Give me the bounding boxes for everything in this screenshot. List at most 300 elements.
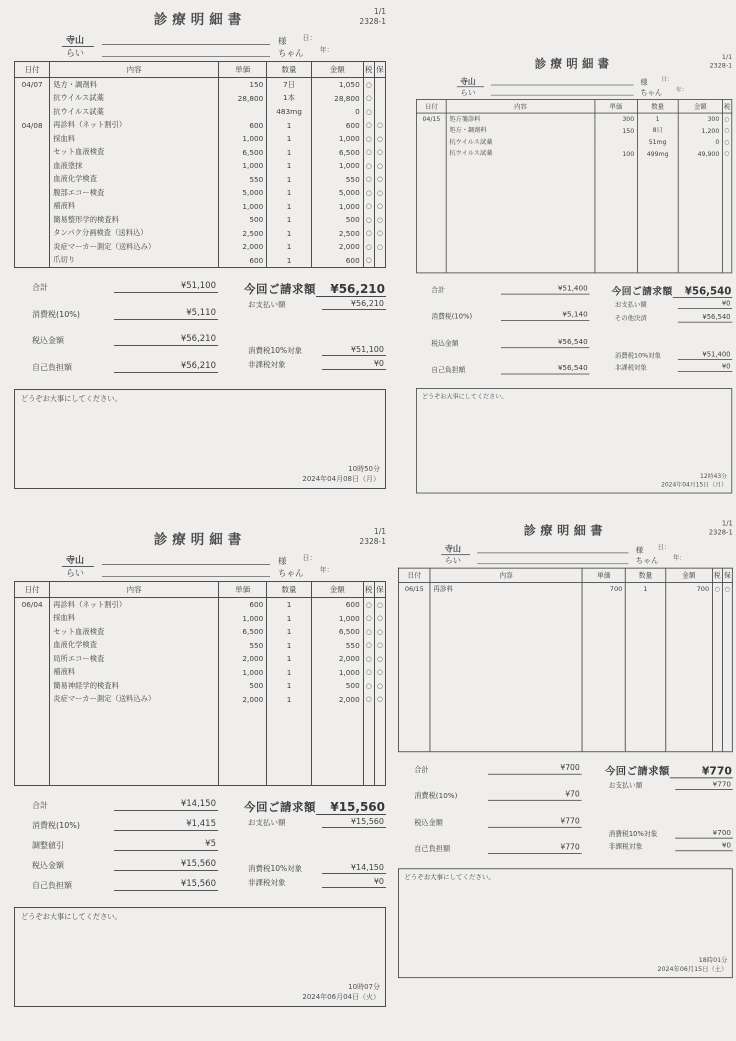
page-number: 1/1 [373, 7, 386, 16]
column-header: 日付 [416, 99, 446, 113]
item-desc: 処方箋診料 [446, 113, 594, 125]
item-row [416, 113, 731, 125]
receipt-document [14, 8, 386, 489]
total-label: 合計 [32, 801, 48, 810]
item-tax-mark: ○ [712, 583, 722, 596]
amount-line [431, 338, 589, 348]
amount-line [244, 359, 386, 370]
item-amount: 500 [311, 213, 363, 227]
amount-line [605, 841, 733, 851]
item-amount: 600 [311, 254, 363, 268]
item-amount: 49,900 [678, 148, 722, 159]
patient-first-name: らい [66, 569, 85, 579]
column-header: 単価 [582, 568, 625, 582]
print-time: 18時01分 [698, 956, 728, 965]
header-row [15, 582, 386, 598]
item-amount: 6,500 [311, 146, 363, 160]
item-ins-mark [374, 92, 385, 106]
item-date [15, 92, 50, 106]
total-label: 消費税(10%) [32, 309, 81, 319]
column-header: 内容 [430, 568, 582, 582]
totals-right [605, 764, 733, 854]
item-date [15, 105, 50, 119]
doc-header [14, 528, 386, 548]
claim-line [605, 764, 733, 778]
patient-last-name: 寺山 [457, 75, 484, 87]
message-box [416, 388, 732, 493]
item-tax-mark: ○ [722, 148, 731, 159]
totals-left [32, 281, 218, 373]
doc-title: 診療明細書 [153, 12, 247, 28]
rows [15, 598, 386, 786]
item-ins-mark: ○ [374, 200, 385, 214]
header-row [398, 568, 732, 582]
item-ins-mark [374, 105, 385, 119]
item-row [416, 125, 731, 136]
page-info [359, 7, 386, 27]
item-qty: 1 [267, 598, 312, 612]
item-row [15, 92, 386, 106]
claim-sub-lines [612, 300, 733, 327]
item-qty: 1 [637, 113, 678, 125]
item-date [416, 125, 446, 136]
patient-row-2 [457, 86, 732, 97]
doc-number: 2328-1 [359, 16, 386, 26]
total-value: ¥15,560 [114, 859, 218, 871]
payment-value: ¥0 [678, 300, 732, 309]
receipt-2 [416, 54, 736, 571]
item-qty: 1 [267, 200, 312, 214]
item-tax-mark: ○ [363, 132, 374, 146]
item-qty: 1 [267, 146, 312, 160]
print-stamp [661, 473, 727, 490]
honorific-chan: ちゃん [278, 569, 304, 579]
item-desc: 抗ウイルス試薬 [446, 148, 594, 159]
empty-rows-area [416, 159, 731, 272]
item-unit-price: 2,000 [219, 240, 267, 254]
item-tax-mark: ○ [363, 213, 374, 227]
amount-line [605, 780, 733, 790]
blank-underline [491, 88, 634, 96]
amount-line [32, 819, 218, 831]
amount-line [32, 799, 218, 811]
item-qty: 1 [267, 132, 312, 146]
doc-header [416, 54, 732, 71]
claim-amount: ¥56,210 [316, 282, 386, 297]
payment-label: お支払い額 [248, 818, 286, 827]
payment-label: お支払い額 [248, 300, 286, 309]
column-header: 内容 [50, 62, 219, 78]
field-label-year: 年： [675, 86, 688, 94]
item-unit-price: 300 [595, 113, 638, 125]
print-stamp [302, 983, 380, 1003]
item-unit-price: 1,000 [219, 612, 267, 626]
total-label: 調整値引 [32, 841, 64, 850]
amount-line [605, 829, 733, 839]
item-qty: 8日 [637, 125, 678, 136]
patient-block [62, 33, 386, 59]
item-qty: 1 [267, 240, 312, 254]
total-label: 税込金額 [32, 336, 64, 346]
message-text: どうぞお大事にしてください。 [21, 394, 122, 403]
claim-amount: ¥15,560 [316, 800, 386, 815]
item-row [15, 639, 386, 653]
total-label: 合計 [32, 283, 48, 292]
item-amount: 1,000 [311, 612, 363, 626]
item-date [15, 240, 50, 254]
item-date [15, 679, 50, 693]
item-row [15, 227, 386, 241]
totals-section [416, 284, 732, 374]
item-desc: 抗ウイルス試薬 [50, 105, 219, 119]
page-info [710, 53, 733, 70]
item-tax-mark: ○ [363, 679, 374, 693]
item-tax-mark: ○ [363, 146, 374, 160]
item-unit-price: 150 [595, 125, 638, 136]
tax-target-label: 消費税10%対象 [608, 829, 658, 838]
tax-target-label: 非課税対象 [248, 878, 286, 887]
tax-target-label: 非課税対象 [248, 360, 286, 369]
item-qty: 1 [267, 173, 312, 187]
item-unit-price [595, 136, 638, 147]
item-date [15, 186, 50, 200]
tax-lines [244, 345, 386, 373]
tax-target-label: 非課税対象 [614, 363, 647, 372]
total-label: 合計 [414, 765, 429, 774]
item-amount: 2,000 [311, 693, 363, 707]
total-value: ¥56,540 [501, 364, 589, 374]
blank-underline [477, 556, 628, 564]
total-value: ¥5 [114, 839, 218, 851]
item-amount: 1,000 [311, 132, 363, 146]
tax-target-label: 非課税対象 [608, 842, 643, 851]
payment-label: その他決済 [614, 314, 647, 322]
tax-lines [244, 863, 386, 891]
item-row [15, 105, 386, 119]
doc-title: 診療明細書 [534, 57, 614, 71]
item-date [15, 254, 50, 268]
patient-row-2 [62, 46, 386, 59]
item-ins-mark: ○ [374, 240, 385, 254]
honorific-sama: 様 [635, 546, 644, 556]
item-unit-price: 600 [219, 119, 267, 133]
item-ins-mark: ○ [374, 639, 385, 653]
item-unit-price: 1,000 [219, 159, 267, 173]
item-unit-price: 2,000 [219, 693, 267, 707]
tax-target-value: ¥0 [675, 841, 733, 851]
item-unit-price: 28,800 [219, 92, 267, 106]
column-header: 日付 [15, 62, 50, 78]
item-date: 04/08 [15, 119, 50, 133]
doc-number: 2328-1 [708, 527, 733, 536]
amount-line [612, 351, 733, 360]
honorific-sama: 様 [278, 557, 287, 567]
claim-amount: ¥56,540 [673, 285, 733, 298]
item-amount: 6,500 [311, 625, 363, 639]
amount-line [612, 313, 733, 322]
column-header: 金額 [678, 99, 722, 113]
amount-line [244, 817, 386, 828]
total-value: ¥70 [488, 790, 582, 801]
total-label: 税込金額 [414, 818, 443, 827]
item-tax-mark: ○ [722, 136, 731, 147]
items-table [14, 581, 386, 786]
amount-line [612, 300, 733, 309]
amount-line [414, 843, 581, 854]
item-desc: 採血料 [50, 132, 219, 146]
item-row [15, 666, 386, 680]
item-qty: 1 [267, 679, 312, 693]
item-ins-mark: ○ [374, 693, 385, 707]
page-number: 1/1 [721, 519, 733, 528]
item-tax-mark: ○ [722, 113, 731, 125]
item-tax-mark: ○ [363, 119, 374, 133]
claim-sub-lines [244, 299, 386, 315]
item-tax-mark: ○ [363, 598, 374, 612]
item-desc: 血液塗抹 [50, 159, 219, 173]
doc-number: 2328-1 [359, 536, 386, 546]
item-row [15, 186, 386, 200]
item-row [416, 148, 731, 159]
doc-header [398, 520, 733, 538]
page-number: 1/1 [373, 527, 386, 536]
item-tax-mark: ○ [363, 652, 374, 666]
item-qty: 1 [267, 639, 312, 653]
item-tax-mark: ○ [363, 159, 374, 173]
item-ins-mark: ○ [374, 679, 385, 693]
item-date: 06/04 [15, 598, 50, 612]
total-value: ¥56,210 [114, 334, 218, 346]
column-header: 単価 [219, 62, 267, 78]
item-desc: 簡易整形学的検査料 [50, 213, 219, 227]
empty-rows-area [15, 267, 386, 268]
item-tax-mark: ○ [363, 666, 374, 680]
claim-label: 今回ご請求額 [605, 764, 670, 778]
amount-line [244, 299, 386, 310]
item-qty: 1 [267, 254, 312, 268]
item-desc: 簡易神経学的検査料 [50, 679, 219, 693]
patient-row-2 [62, 566, 386, 579]
claim-label: 今回ご請求額 [244, 282, 316, 296]
items-table [398, 568, 733, 753]
item-ins-mark [374, 78, 385, 92]
column-header: 税 [712, 568, 722, 582]
item-date [15, 639, 50, 653]
item-amount: 2,000 [311, 240, 363, 254]
amount-line [244, 863, 386, 874]
doc-title: 診療明細書 [523, 523, 608, 538]
item-tax-mark: ○ [363, 625, 374, 639]
item-desc: 再診料（ネット割引） [50, 598, 219, 612]
amount-line [32, 281, 218, 293]
totals-left [32, 799, 218, 891]
tax-lines [612, 351, 733, 375]
patient-last-name: 寺山 [62, 33, 94, 47]
item-unit-price: 500 [219, 679, 267, 693]
claim-sub-lines [244, 817, 386, 833]
total-label: 自己負担額 [414, 844, 451, 853]
item-row [15, 173, 386, 187]
item-desc: 血液化学検査 [50, 173, 219, 187]
item-qty: 1 [267, 666, 312, 680]
field-label-year: 年： [672, 554, 686, 562]
item-unit-price: 6,500 [219, 146, 267, 160]
item-desc: 処方・調剤料 [446, 125, 594, 136]
item-tax-mark: ○ [363, 186, 374, 200]
empty-rows-area [398, 595, 732, 752]
column-header: 日付 [398, 568, 430, 582]
totals-section [398, 764, 733, 854]
item-unit-price [219, 105, 267, 119]
item-desc: 処方・調剤料 [50, 78, 219, 92]
blank-underline [102, 48, 270, 57]
amount-line [431, 284, 589, 294]
amount-line [431, 311, 589, 321]
item-qty: 7日 [267, 78, 312, 92]
field-label-day: 日： [302, 34, 317, 42]
item-row [15, 119, 386, 133]
patient-block [457, 75, 732, 97]
amount-line [32, 879, 218, 891]
totals-section [14, 281, 386, 373]
item-date: 06/15 [398, 583, 430, 596]
column-header: 数量 [267, 582, 312, 598]
amount-line [244, 345, 386, 356]
column-header: 日付 [15, 582, 50, 598]
item-unit-price: 550 [219, 173, 267, 187]
total-value: ¥56,210 [114, 361, 218, 373]
amount-line [431, 364, 589, 374]
total-value: ¥56,540 [501, 338, 589, 348]
column-header: 保 [374, 582, 385, 598]
item-unit-price: 1,000 [219, 132, 267, 146]
item-unit-price: 600 [219, 254, 267, 268]
item-tax-mark: ○ [363, 227, 374, 241]
payment-value: ¥770 [675, 780, 733, 790]
total-value: ¥5,110 [114, 308, 218, 320]
item-ins-mark: ○ [374, 625, 385, 639]
empty-rows-area [15, 706, 386, 786]
honorific-sama: 様 [640, 78, 648, 88]
patient-row-2 [441, 554, 733, 566]
item-tax-mark: ○ [363, 639, 374, 653]
column-header: 税 [363, 62, 374, 78]
item-ins-mark: ○ [374, 173, 385, 187]
amount-line [414, 790, 581, 801]
item-tax-mark: ○ [722, 125, 731, 136]
print-date: 2024年06月15日（土） [657, 965, 728, 973]
amount-line [32, 859, 218, 871]
total-value: ¥770 [488, 843, 582, 854]
item-ins-mark: ○ [374, 146, 385, 160]
message-text: どうぞお大事にしてください。 [421, 392, 508, 400]
item-date [15, 625, 50, 639]
total-value: ¥51,400 [501, 284, 589, 294]
message-box [14, 389, 386, 489]
tax-target-value: ¥0 [678, 363, 732, 372]
claim-label: 今回ご請求額 [611, 285, 673, 298]
item-row [15, 78, 386, 92]
claim-line [244, 281, 386, 297]
item-date [15, 693, 50, 707]
item-qty: 1 [267, 227, 312, 241]
blank-underline [491, 78, 634, 86]
item-row [416, 136, 731, 147]
amount-line [244, 877, 386, 888]
item-tax-mark: ○ [363, 240, 374, 254]
column-header: 保 [374, 62, 385, 78]
total-label: 自己負担額 [32, 881, 72, 890]
item-tax-mark: ○ [363, 693, 374, 707]
amount-line [32, 361, 218, 373]
item-date [15, 666, 50, 680]
field-label-year: 年： [319, 46, 334, 54]
item-unit-price: 600 [219, 598, 267, 612]
item-amount: 500 [311, 679, 363, 693]
receipt-1 [14, 8, 386, 489]
patient-last-name: 寺山 [62, 553, 94, 567]
doc-header [14, 8, 386, 28]
claim-line [612, 284, 733, 298]
field-label-day: 日： [657, 543, 671, 551]
payment-label: お支払い額 [614, 300, 647, 309]
total-label: 消費税(10%) [414, 792, 458, 801]
total-value: ¥1,415 [114, 819, 218, 831]
item-row [15, 200, 386, 214]
message-text: どうぞお大事にしてください。 [404, 872, 495, 881]
total-label: 消費税(10%) [431, 312, 473, 321]
tax-lines [605, 829, 733, 854]
item-desc: 血液化学検査 [50, 639, 219, 653]
item-ins-mark: ○ [374, 227, 385, 241]
item-amount: 2,000 [311, 652, 363, 666]
item-date [15, 612, 50, 626]
item-date [15, 173, 50, 187]
blank-underline [477, 545, 628, 553]
honorific-chan: ちゃん [635, 556, 659, 566]
item-qty: 1 [267, 159, 312, 173]
message-text: どうぞお大事にしてください。 [21, 912, 122, 921]
item-tax-mark: ○ [363, 254, 374, 268]
item-ins-mark: ○ [374, 652, 385, 666]
message-box [14, 907, 386, 1007]
column-header: 数量 [625, 568, 665, 582]
item-unit-price: 700 [582, 583, 625, 596]
print-time: 10時07分 [348, 983, 380, 992]
totals-left [431, 284, 589, 374]
item-date [15, 200, 50, 214]
item-amount: 0 [678, 136, 722, 147]
column-header: 単価 [219, 582, 267, 598]
rows [416, 113, 731, 273]
totals-right [244, 281, 386, 373]
item-qty: 51mg [637, 136, 678, 147]
item-tax-mark: ○ [363, 200, 374, 214]
column-header: 金額 [311, 62, 363, 78]
amount-line [414, 817, 581, 828]
item-unit-price: 6,500 [219, 625, 267, 639]
column-header: 保 [722, 568, 732, 582]
item-amount: 550 [311, 173, 363, 187]
items-table [14, 61, 386, 268]
item-amount: 1,200 [678, 125, 722, 136]
item-unit-price: 1,000 [219, 200, 267, 214]
items-table [416, 99, 732, 273]
item-desc: 局所エコー検査 [50, 652, 219, 666]
print-stamp [302, 465, 380, 485]
page-info [709, 519, 733, 537]
item-unit-price: 150 [219, 78, 267, 92]
